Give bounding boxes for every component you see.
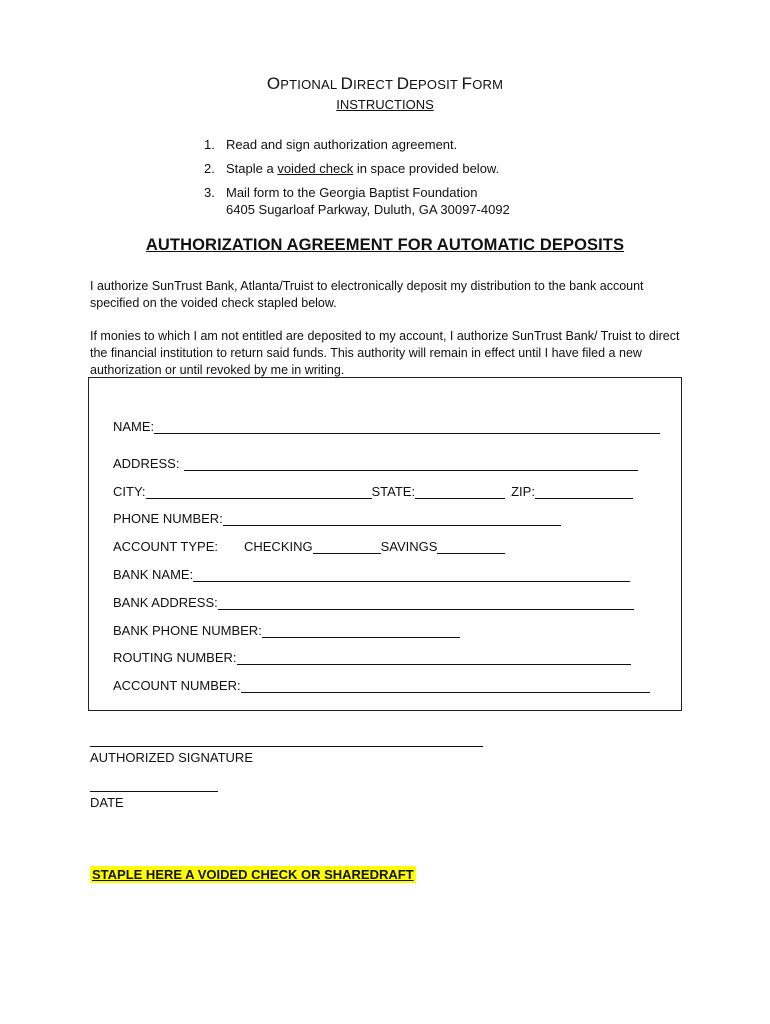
- checking-label: CHECKING: [243, 539, 313, 554]
- savings-label: SAVINGS: [380, 539, 438, 554]
- account-type-label: ACCOUNT TYPE:: [113, 539, 218, 554]
- bank-name-field[interactable]: [193, 568, 630, 582]
- savings-field[interactable]: [437, 540, 505, 554]
- bank-phone-label: BANK PHONE NUMBER:: [113, 623, 262, 638]
- phone-label: PHONE NUMBER:: [113, 511, 223, 526]
- routing-number-row: [113, 647, 631, 665]
- staple-check-note: STAPLE HERE A VOIDED CHECK OR SHAREDRAFT: [92, 867, 414, 882]
- bank-name-label: BANK NAME:: [113, 567, 194, 582]
- city-field[interactable]: [146, 485, 372, 499]
- date-label: DATE: [90, 795, 124, 810]
- account-type-row: [113, 536, 505, 554]
- agreement-paragraph-1: I authorize SunTrust Bank, Atlanta/Truist to electronically deposit my distribution to the bank account specified on the voided check stapled below.: [90, 279, 644, 310]
- name-field[interactable]: [154, 420, 660, 434]
- phone-field[interactable]: [223, 512, 561, 526]
- city-state-zip-row: [113, 481, 633, 499]
- instructions-heading: INSTRUCTIONS: [336, 97, 434, 112]
- instructions-list: [204, 136, 510, 225]
- routing-number-label: ROUTING NUMBER:: [113, 650, 237, 665]
- phone-row: [113, 508, 561, 526]
- address-field[interactable]: [184, 457, 638, 471]
- checking-field[interactable]: [313, 540, 381, 554]
- zip-label: ZIP:: [511, 484, 535, 499]
- account-number-label: ACCOUNT NUMBER:: [113, 678, 241, 693]
- bank-address-label: BANK ADDRESS:: [113, 595, 218, 610]
- address-label: ADDRESS:: [113, 456, 180, 471]
- account-number-field[interactable]: [241, 679, 650, 693]
- signature-label: AUTHORIZED SIGNATURE: [90, 750, 253, 765]
- instruction-item: 3. Mail form to the Georgia Baptist Foundation 6405 Sugarloaf Parkway, Duluth, GA 30097-4092: [204, 185, 510, 217]
- instruction-item: 1. Read and sign authorization agreement.: [204, 137, 458, 152]
- city-label: CITY:: [113, 484, 146, 499]
- bank-name-row: [113, 564, 630, 582]
- agreement-paragraph-2: If monies to which I am not entitled are deposited to my account, I authorize SunTrust Bank/ Truist to direct the financial institution to return said funds. This authority will remain in effect until I have filed a new authorization or until revoked by me in writing.: [90, 329, 680, 377]
- state-field[interactable]: [415, 485, 505, 499]
- zip-field[interactable]: [535, 485, 633, 499]
- instruction-item: 2. Staple a voided check in space provided below.: [204, 161, 500, 176]
- name-row: [113, 416, 660, 434]
- bank-phone-field[interactable]: [262, 624, 460, 638]
- date-line[interactable]: [90, 791, 218, 792]
- signature-line[interactable]: [90, 746, 483, 747]
- account-number-row: [113, 675, 650, 693]
- bank-address-field[interactable]: [218, 596, 634, 610]
- agreement-heading: AUTHORIZATION AGREEMENT FOR AUTOMATIC DEPOSITS: [145, 236, 625, 254]
- address-row: [113, 453, 638, 471]
- bank-address-row: [113, 592, 634, 610]
- bank-phone-row: [113, 620, 460, 638]
- name-label: NAME:: [113, 419, 155, 434]
- voided-check-link-text: voided check: [277, 161, 354, 176]
- form-title: OPTIONAL DIRECT DEPOSIT FORM: [266, 74, 504, 93]
- routing-number-field[interactable]: [237, 651, 631, 665]
- state-label: STATE:: [371, 484, 416, 499]
